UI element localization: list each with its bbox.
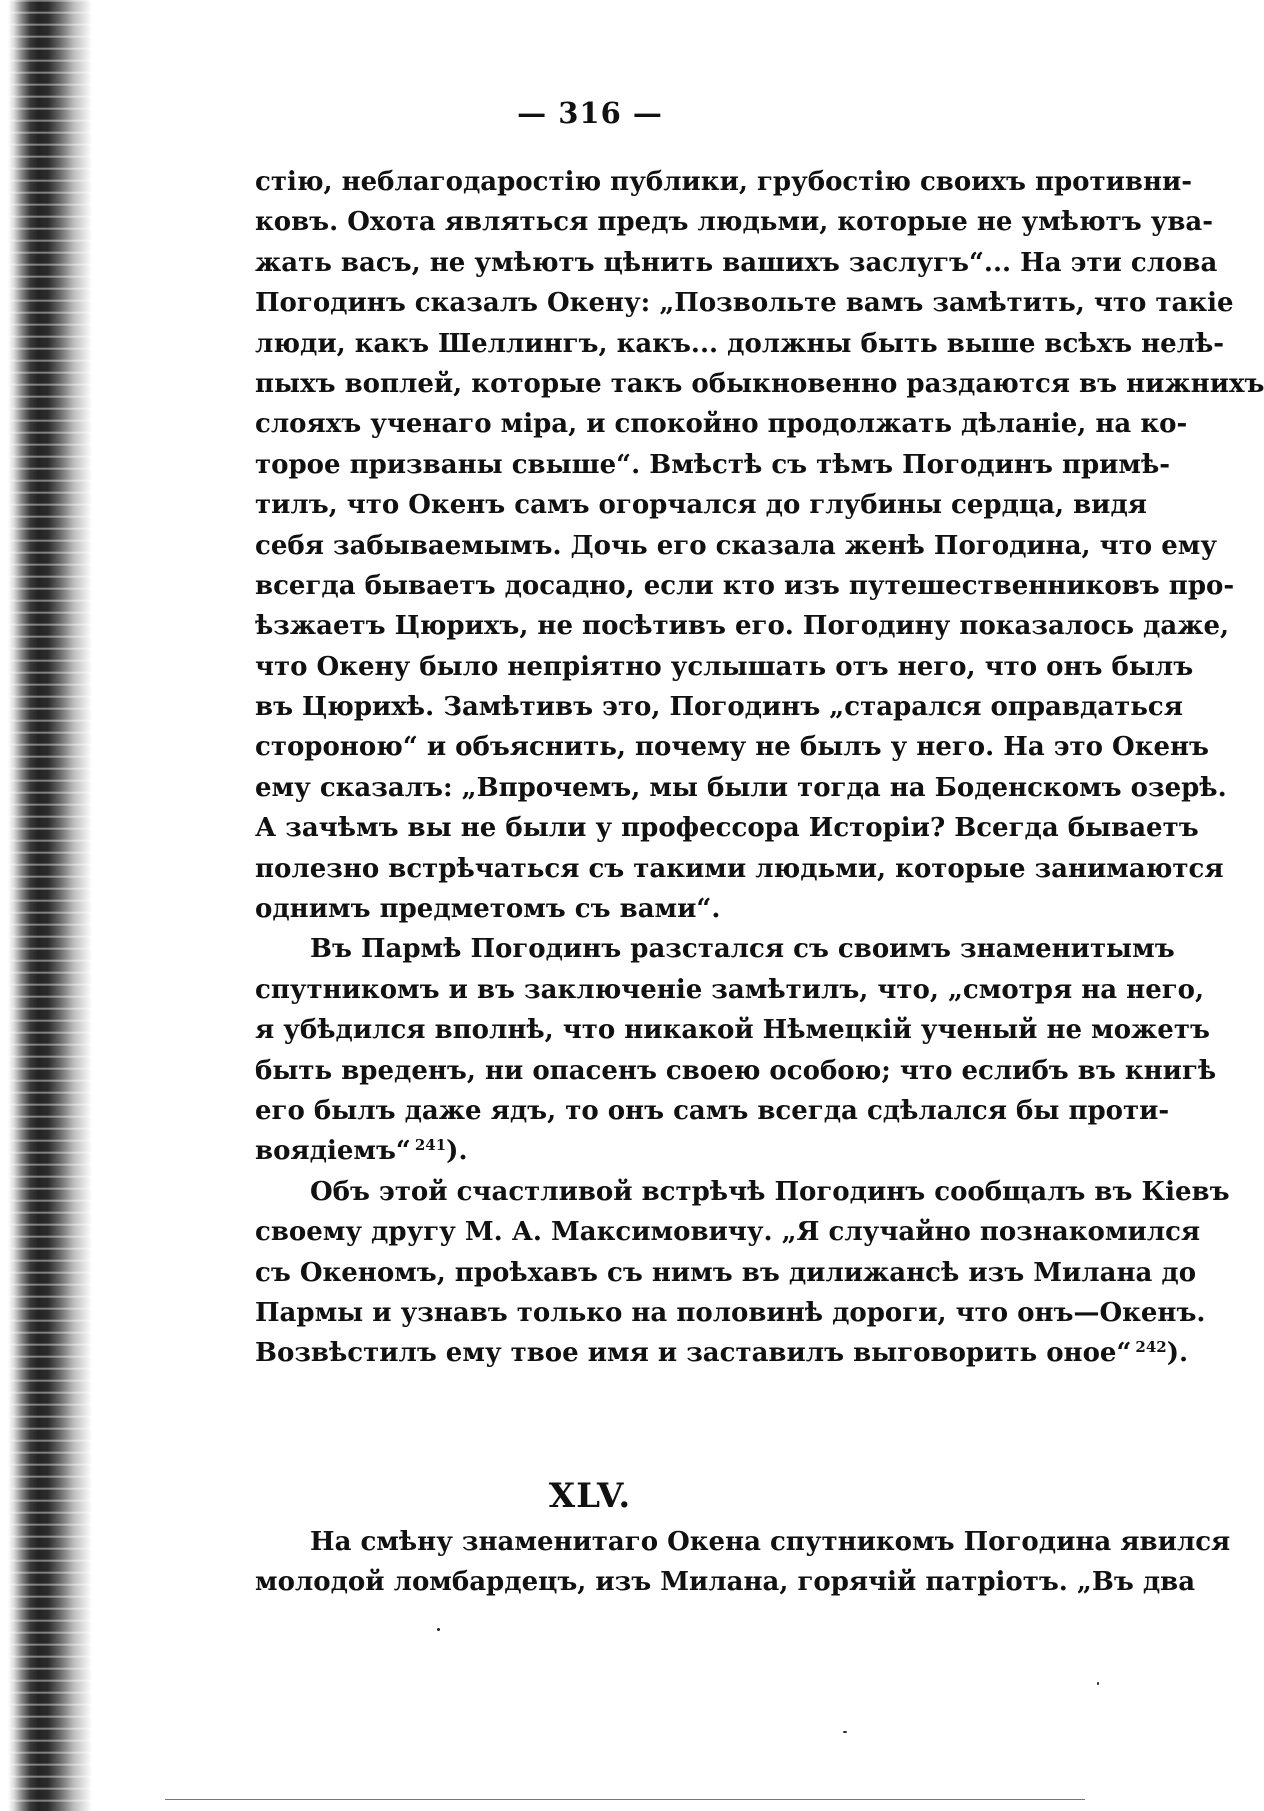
text-span: Возвѣстилъ ему твое имя и заставилъ выговорить оное“ [255, 1338, 1132, 1369]
text-line: тилъ, что Окенъ самъ огорчался до глубины сердца, видя [255, 490, 1147, 521]
paragraph-3 [255, 1172, 1230, 1374]
text-line: полезно встрѣчаться съ такими людьми, которые занимаются [255, 853, 1224, 884]
page-number: — 316 — [517, 96, 663, 130]
paragraph-1 [255, 162, 1264, 929]
text-line: Объ этой счастливой встрѣчѣ Погодинъ сообщалъ въ Кіевъ [310, 1176, 1230, 1207]
text-line: всегда бываетъ досадно, если кто изъ путешественниковъ про- [255, 570, 1235, 601]
book-binding-shadow [0, 0, 95, 1811]
text-line: стію, неблагодаростію публики, грубостію своихъ противни- [255, 167, 1193, 197]
main-text [255, 162, 1264, 1374]
chapter-heading: XLV. [548, 1476, 632, 1516]
text-span: воядіемъ“ [255, 1136, 411, 1167]
paragraph-2 [255, 929, 1217, 1171]
text-line: жать васъ, не умѣютъ цѣнить вашихъ заслугъ“... На эти слова [255, 247, 1218, 278]
text-line: ѣзжаетъ Цюрихъ, не посѣтивъ его. Погодину показалось даже, [255, 611, 1230, 642]
chapter-text [255, 1522, 1231, 1603]
text-line: Пармы и узнавъ только на половинѣ дороги, что онъ—Окенъ. [255, 1297, 1206, 1328]
text-line: Въ Пармѣ Погодинъ разстался съ своимъ знаменитымъ [310, 934, 1175, 965]
text-line: своему другу М. А. Максимовичу. „Я случайно познакомился [255, 1217, 1201, 1248]
text-line: Погодинъ сказалъ Окену: „Позвольте вамъ замѣтить, что такіе [255, 288, 1234, 319]
text-line: На смѣну знаменитаго Окена спутникомъ Погодина явился [310, 1527, 1231, 1557]
text-span: ). [446, 1136, 468, 1167]
text-line: А зачѣмъ вы не были у профессора Исторіи? Всегда бываетъ [255, 813, 1199, 844]
text-line-with-footnote [255, 1131, 1105, 1171]
footnote-marker: 241 [414, 1136, 447, 1155]
ink-speck [437, 1628, 440, 1631]
text-line: въ Цюрихѣ. Замѣтивъ это, Погодинъ „старался оправдаться [255, 692, 1183, 723]
ink-speck [843, 1731, 847, 1733]
text-span: ). [1166, 1338, 1189, 1369]
footnote-marker: 242 [1135, 1338, 1167, 1357]
text-line: спутникомъ и въ заключеніе замѣтилъ, что, „смотря на него, [255, 974, 1205, 1005]
text-line: ему сказалъ: „Впрочемъ, мы были тогда на Боденскомъ озерѣ. [255, 772, 1227, 803]
text-line: быть вреденъ, ни опасенъ своею особою; что еслибъ въ книгѣ [255, 1055, 1217, 1086]
page-edge-line [165, 1799, 1085, 1800]
text-line: съ Океномъ, проѣхавъ съ нимъ въ дилижансѣ изъ Милана до [255, 1257, 1197, 1288]
ink-speck [1097, 1682, 1099, 1685]
text-line: торое призваны свыше“. Вмѣстѣ съ тѣмъ Погодинъ примѣ- [255, 449, 1171, 480]
text-line: ковъ. Охота являться предъ людьми, которые не умѣютъ ува- [255, 207, 1214, 238]
text-line: что Окену было непріятно услышать отъ него, что онъ былъ [255, 651, 1194, 682]
text-line: слояхъ ученаго міра, и спокойно продолжать дѣланіе, на ко- [255, 409, 1188, 440]
text-line: себя забываемымъ. Дочь его сказала женѣ Погодина, что ему [255, 530, 1217, 561]
text-line: однимъ предметомъ съ вами“. [255, 894, 721, 925]
text-line-with-footnote [255, 1333, 1189, 1373]
text-line: его былъ даже ядъ, то онъ самъ всегда сдѣлался бы проти- [255, 1095, 1170, 1126]
text-line: люди, какъ Шеллингъ, какъ... должны быть выше всѣхъ нелѣ- [255, 328, 1225, 359]
text-line: пыхъ воплей, которые такъ обыкновенно раздаются въ нижнихъ [255, 368, 1264, 399]
text-line: я убѣдился вполнѣ, что никакой Нѣмецкій ученый не можетъ [255, 1015, 1210, 1046]
text-line: стороною“ и объяснить, почему не былъ у него. На это Окенъ [255, 732, 1209, 763]
text-line: молодой ломбардецъ, изъ Милана, горячій патріотъ. „Въ два [255, 1567, 1196, 1598]
